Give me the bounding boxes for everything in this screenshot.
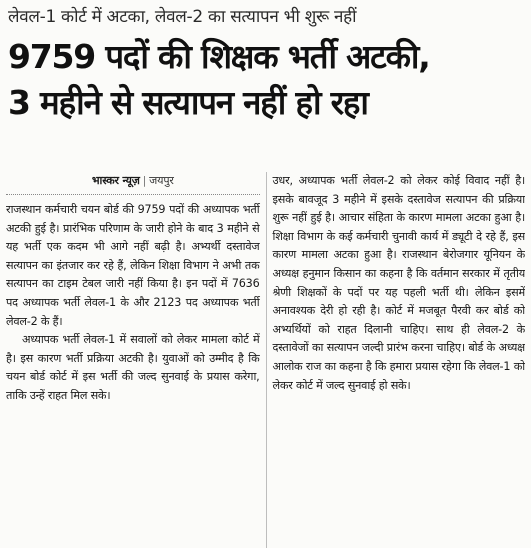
article-paragraph: अध्यापक भर्ती लेवल-1 में सवालों को लेकर मामला कोर्ट में है। इस कारण भर्ती प्रक्रिया अटकी है। युवाओं को उम्मीद है कि चयन बोर्ड कोर्ट में इस भर्ती की जल्द सुनवाई के प्रयास करेगा, ताकि उन्हें राहत मिल सके। xyxy=(6,333,260,402)
headline xyxy=(8,34,523,126)
article-column-right xyxy=(266,172,526,548)
article-body xyxy=(6,172,525,548)
article-paragraph: उधर, अध्यापक भर्ती लेवल-2 को लेकर कोई विवाद नहीं है। इसके बावजूद 3 महीने में इसके दस्तावेज सत्यापन की प्रक्रिया शुरू नहीं हुई है। आचार संहिता के कारण मामला अटका हुआ है। शिक्षा विभाग के कई कर्मचारी चुनावी कार्य में ड्यूटी दे रहे हैं, इस कारण मामला अटका हुआ है। राजस्थान बेरोजगार यूनियन के अध्यक्ष हनुमान किसान का कहना है कि वर्तमान सरकार में तृतीय श्रेणी शिक्षकों के पदों पर यह पहली भर्ती थी। लेकिन इसमें अनावश्यक देरी हो रही है। कोर्ट में मजबूत पैरवी कर बोर्ड को अभ्यर्थियों को राहत दिलानी चाहिए। साथ ही लेवल-2 के दस्तावेजों का सत्यापन जल्दी प्रारंभ करना चाहिए। बोर्ड के अध्यक्ष आलोक राज का कहना है कि हमारा प्रयास रहेगा कि लेवल-1 को लेकर कोर्ट में जल्द सुनवाई हो सके। xyxy=(272,174,525,392)
kicker-subheading: लेवल-1 कोर्ट में अटका, लेवल-2 का सत्यापन भी शुरू नहीं xyxy=(8,7,357,27)
byline-separator: | xyxy=(142,174,147,187)
article-column-left xyxy=(6,172,266,548)
byline-location: जयपुर xyxy=(149,174,174,187)
article-paragraph: राजस्थान कर्मचारी चयन बोर्ड की 9759 पदों की अध्यापक भर्ती अटकी हुई है। प्रारंभिक परिणाम के जारी होने के बाद 3 महीने से यह भर्ती एक कदम भी आगे नहीं बढ़ी है। अभ्यर्थी दस्तावेज सत्यापन का इंतजार कर रहे हैं, लेकिन शिक्षा विभाग ने अभी तक सत्यापन का टाइम टेबल जारी नहीं किया है। इन पदों में 7636 पद अध्यापक भर्ती लेवल-1 के और 2123 पद अध्यापक भर्ती लेवल-2 के हैं। xyxy=(6,203,260,328)
byline xyxy=(6,172,260,195)
headline-line-1: 9759 पदों की शिक्षक भर्ती अटकी, xyxy=(8,37,430,76)
headline-line-2: 3 महीने से सत्यापन नहीं हो रहा xyxy=(8,83,368,122)
byline-source: भास्कर न्यूज़ xyxy=(91,174,140,187)
